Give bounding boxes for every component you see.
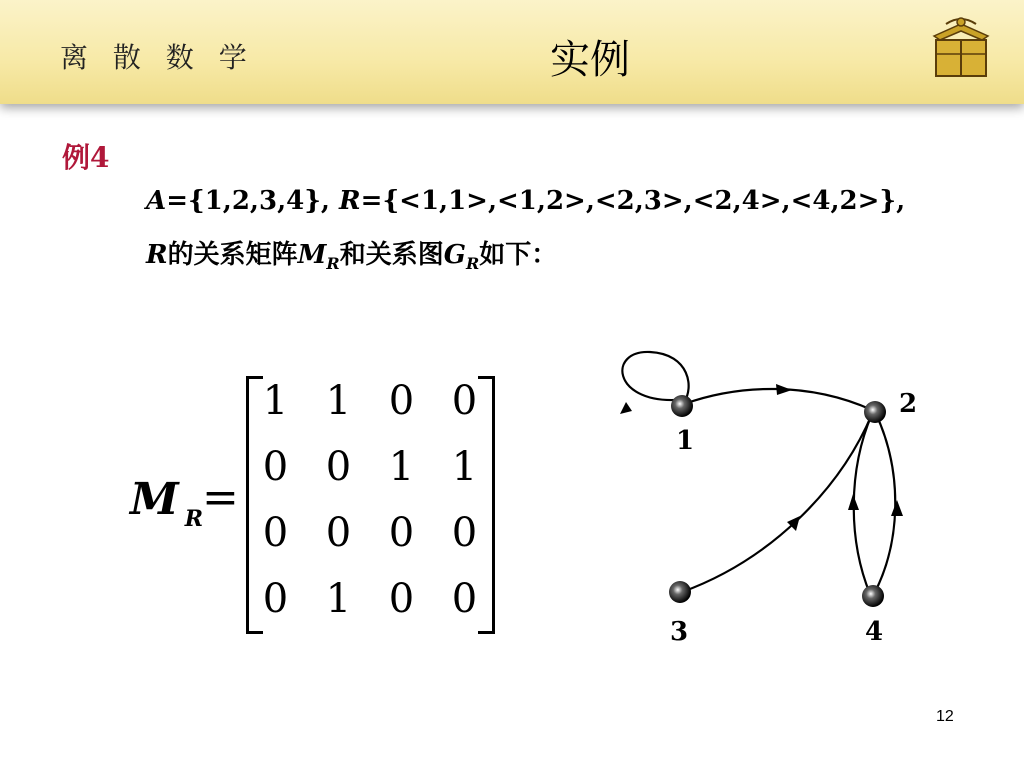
edge-1-1-arrow	[620, 402, 632, 414]
matrix-cell: 0	[451, 378, 478, 424]
slide-title: 实例	[550, 37, 630, 83]
matrix-cell: 0	[262, 444, 289, 490]
matrix-symbol-sub: R	[326, 254, 340, 273]
matrix-cell: 0	[388, 576, 415, 622]
course-title: 离 散 数 学	[60, 41, 255, 74]
set-a-value: ={1,2,3,4},	[166, 186, 340, 216]
desc-text-3: 如下：	[479, 240, 558, 270]
matrix-cell: 0	[325, 444, 352, 490]
relation-r-var: R	[339, 186, 361, 216]
relation-r-var-2: R	[146, 240, 168, 270]
matrix-cell: 1	[451, 444, 478, 490]
graph-node-3	[669, 581, 691, 603]
edge-2-4	[874, 414, 895, 594]
matrix-cell: 0	[388, 378, 415, 424]
graph-node-label: 3	[670, 617, 689, 647]
matrix-name-sub: R	[184, 506, 204, 532]
graph-node-2	[864, 401, 886, 423]
desc-text-1: 的关系矩阵	[167, 240, 298, 270]
desc-text-2: 和关系图	[339, 240, 444, 270]
edge-2-3	[682, 414, 872, 592]
edge-1-2-arrow	[776, 384, 792, 395]
set-a-var: A	[146, 186, 167, 216]
matrix-cell: 1	[325, 378, 352, 424]
matrix-cell: 0	[262, 510, 289, 556]
edge-2-4-arrow	[891, 500, 903, 516]
edge-1-1	[622, 352, 688, 402]
matrix-cell: 0	[262, 576, 289, 622]
graph-symbol: G	[443, 240, 466, 270]
edge-4-2-arrow	[848, 494, 859, 510]
matrix-cell: 1	[262, 378, 289, 424]
graph-node-4	[862, 585, 884, 607]
page-number: 12	[936, 708, 954, 725]
matrix-name-letter: M	[130, 474, 179, 525]
equals-sign: =	[202, 472, 239, 523]
graph-node-label: 2	[899, 389, 918, 419]
matrix-cell: 1	[388, 444, 415, 490]
graph-node-label: 4	[865, 617, 884, 647]
graph-symbol-sub: R	[465, 254, 480, 273]
relation-r-value: ={<1,1>,<1,2>,<2,3>,<2,4>,<4,2>},	[360, 186, 906, 216]
matrix-cell: 0	[451, 576, 478, 622]
matrix-cell: 0	[388, 510, 415, 556]
matrix-cell: 0	[325, 510, 352, 556]
example-label: 例4	[62, 141, 110, 174]
graph-node-1	[671, 395, 693, 417]
matrix-symbol: M	[297, 240, 327, 270]
graph-node-label: 1	[676, 426, 695, 456]
matrix-cell: 1	[325, 576, 352, 622]
matrix-cell: 0	[451, 510, 478, 556]
